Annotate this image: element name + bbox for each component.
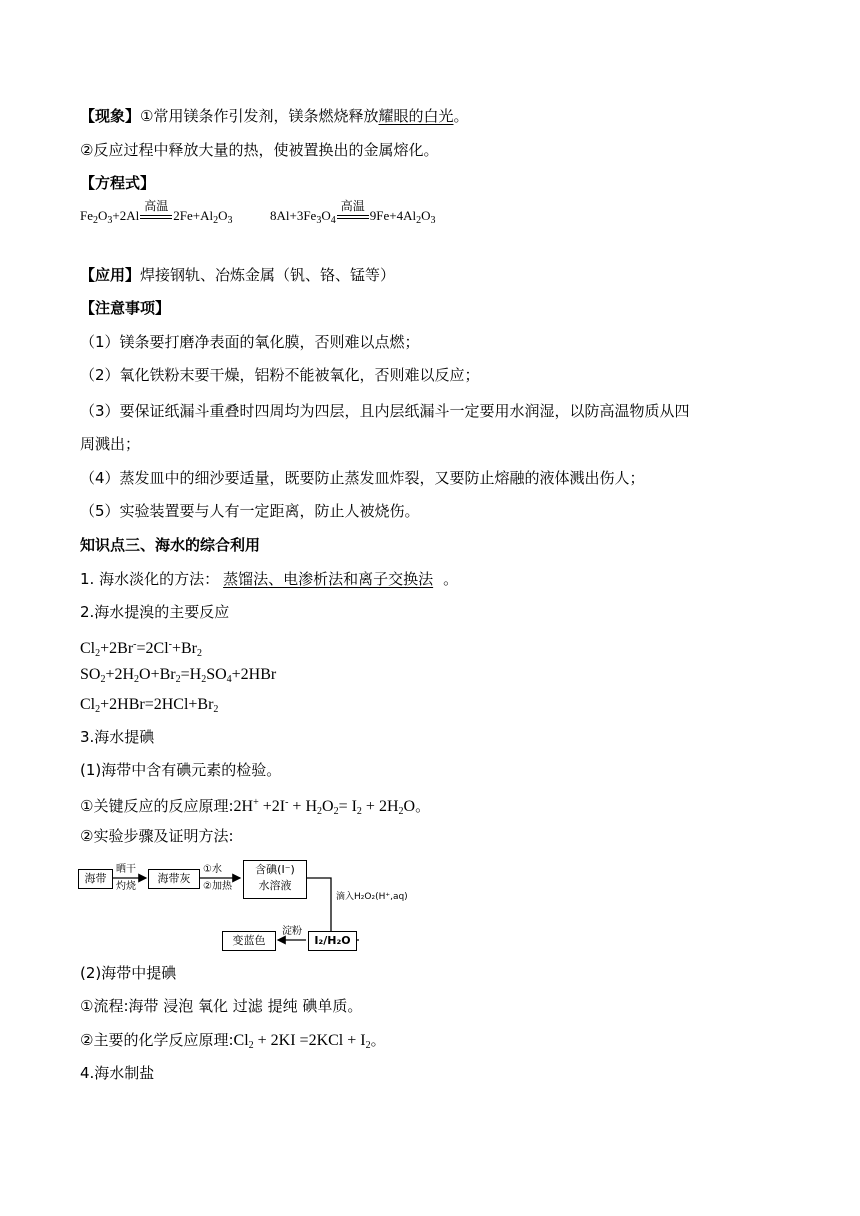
box3-line2: 水溶液 bbox=[258, 879, 292, 892]
sub-2: (2)海带中提碘 bbox=[80, 964, 177, 982]
note-4: （4）蒸发皿中的细沙要适量，既要防止蒸发皿炸裂，又要防止熔融的液体溅出伤人； bbox=[80, 469, 645, 487]
item-4-title: 4.海水制盐 bbox=[80, 1064, 155, 1082]
equation-2 bbox=[270, 199, 436, 226]
section-title: 知识点三、海水的综合利用 bbox=[80, 536, 261, 554]
application-label: 【应用】 bbox=[80, 266, 141, 284]
eq1-condition: 高温 bbox=[139, 210, 173, 224]
notes-label: 【注意事项】 bbox=[80, 299, 171, 317]
eq1-left: $Fe_2O_3+2Al$ bbox=[80, 208, 140, 226]
steps-line: ②实验步骤及证明方法: bbox=[80, 827, 234, 845]
arrow4-label: 淀粉 bbox=[282, 926, 302, 937]
phenomenon-label: 【现象】 bbox=[80, 107, 141, 125]
item-1-answer: 蒸馏法、电渗析法和离子交换法 bbox=[223, 570, 434, 588]
box-seaweed: 海带 bbox=[78, 869, 113, 889]
eq2-left: $8Al+3Fe_3O_4$ bbox=[270, 208, 336, 226]
reaction-line: ②主要的化学反应原理$:Cl_2 + 2KI =2KCl + I_2$。 bbox=[80, 1031, 386, 1051]
phenomenon-text: ①常用镁条作引发剂，镁条燃烧释放 bbox=[140, 107, 379, 125]
note-3a: （3）要保证纸漏斗重叠时四周均为四层，且内层纸漏斗一定要用水润湿，以防高温物质从四 bbox=[80, 402, 690, 420]
side-label-h2o2: 滴入H₂O₂(H⁺,aq) bbox=[336, 892, 408, 902]
note-2: （2）氧化铁粉末要干燥，铝粉不能被氧化，否则难以反应； bbox=[80, 366, 480, 384]
phenomenon-highlight: 耀眼的白光 bbox=[378, 107, 454, 125]
note-1: （1）镁条要打磨净表面的氧化膜，否则难以点燃； bbox=[80, 333, 420, 351]
item-2-title: 2.海水提溴的主要反应 bbox=[80, 603, 230, 621]
box-iodide-solution bbox=[243, 860, 307, 899]
arrow1-top-label: 晒干 bbox=[116, 864, 136, 875]
box3-line1: 含碘(I⁻) bbox=[255, 863, 295, 876]
arrow1-bottom-label: 灼烧 bbox=[116, 881, 136, 892]
note-5: （5）实验装置要与人有一定距离，防止人被烧伤。 bbox=[80, 502, 420, 520]
phenomenon-line-2: ②反应过程中释放大量的热，使被置换出的金属熔化。 bbox=[80, 141, 439, 159]
bromine-reaction-2: $SO_2+2H_2O+Br_2=H_2SO_4+2HBr$ bbox=[80, 666, 277, 685]
eq2-condition: 高温 bbox=[336, 210, 370, 224]
application-line bbox=[80, 265, 395, 285]
bromine-reaction-1: $Cl_2+2Br^-=2Cl^-+Br_2$ bbox=[80, 639, 203, 659]
item-3-title: 3.海水提碘 bbox=[80, 728, 155, 746]
sub-1: (1)海带中含有碘元素的检验。 bbox=[80, 761, 282, 779]
flow-line: ①流程:海带 浸泡 氧化 过滤 提纯 碘单质。 bbox=[80, 997, 363, 1015]
phenomenon-line-1 bbox=[80, 106, 469, 126]
bromine-reaction-3: $Cl_2+2HBr=2HCl+Br_2$ bbox=[80, 696, 219, 715]
eq2-right: $9Fe+4Al_2O_3$ bbox=[369, 208, 436, 226]
item-1 bbox=[80, 569, 458, 589]
arrow2-bottom-label: ②加热 bbox=[203, 881, 232, 892]
item-1-prefix: 1. 海水淡化的方法： bbox=[80, 570, 220, 588]
phenomenon-period: 。 bbox=[453, 107, 469, 125]
application-text: 焊接钢轨、冶炼金属（钒、铬、锰等） bbox=[140, 266, 396, 284]
eq1-right: $2Fe+Al_2O_3$ bbox=[173, 208, 233, 226]
principle-line: ①关键反应的反应原理:2H+ $+2I^- + H_2O_2= I_2 + 2H_2O$。 bbox=[80, 797, 431, 817]
equations-label: 【方程式】 bbox=[80, 174, 156, 192]
item-1-suffix: 。 bbox=[443, 570, 459, 588]
box-seaweed-ash: 海带灰 bbox=[148, 869, 200, 889]
arrow2-top-label: ①水 bbox=[203, 864, 222, 875]
box-turns-blue: 变蓝色 bbox=[222, 931, 276, 951]
box-iodine-water: I₂/H₂O bbox=[308, 931, 357, 951]
note-3b: 周溅出； bbox=[80, 435, 141, 453]
equation-1 bbox=[80, 199, 233, 226]
